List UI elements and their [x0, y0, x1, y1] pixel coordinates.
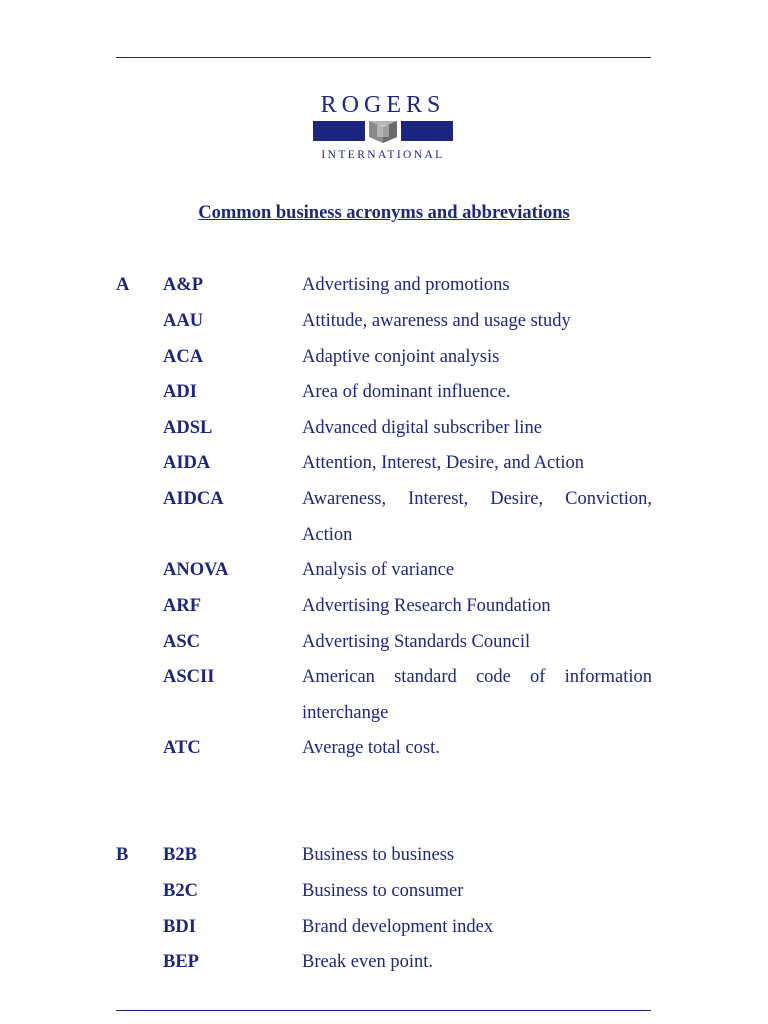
- acronym: AIDA: [163, 453, 211, 473]
- acronym: A&P: [163, 275, 204, 295]
- definition: Advertising and promotions: [302, 275, 510, 295]
- definition: Advanced digital subscriber line: [302, 418, 542, 438]
- definition: Average total cost.: [302, 738, 440, 758]
- list-item: [0, 445, 768, 481]
- section-letter: A: [116, 275, 130, 295]
- page-title: Common business acronyms and abbreviations: [198, 203, 570, 223]
- acronym: BDI: [163, 917, 196, 937]
- definition: Brand development index: [302, 917, 494, 937]
- definition: Advertising Standards Council: [302, 632, 531, 652]
- list-item: [0, 624, 768, 660]
- logo-emblem-icon: [313, 121, 453, 143]
- section-letter: B: [116, 845, 129, 865]
- list-item: [0, 730, 768, 766]
- definition: Attitude, awareness and usage study: [302, 311, 571, 331]
- definition: Area of dominant influence.: [302, 382, 511, 402]
- acronym: ATC: [163, 738, 201, 758]
- definition: Advertising Research Foundation: [302, 596, 551, 616]
- top-rule: [116, 57, 651, 58]
- definition: Break even point.: [302, 952, 433, 972]
- list-item: [0, 837, 768, 873]
- definition: Analysis of variance: [302, 560, 455, 580]
- definition: Adaptive conjoint analysis: [302, 347, 500, 367]
- logo-name: ROGERS: [320, 92, 446, 118]
- list-item: [0, 552, 768, 588]
- acronym: ADI: [163, 382, 197, 402]
- list-item: [0, 588, 768, 624]
- acronym: B2B: [163, 845, 197, 865]
- list-item: [0, 659, 768, 723]
- acronym: ARF: [163, 596, 202, 616]
- list-item: [0, 481, 768, 545]
- acronym: ACA: [163, 347, 204, 367]
- definition: Business to consumer: [302, 881, 464, 901]
- rogers-international-logo: [312, 91, 454, 163]
- list-item: [0, 374, 768, 410]
- list-item: [0, 944, 768, 980]
- acronym: AAU: [163, 311, 204, 331]
- list-item: [0, 410, 768, 446]
- definition: Awareness, Interest, Desire, Conviction,: [302, 489, 652, 509]
- list-item: [0, 339, 768, 375]
- acronym: ASCII: [163, 667, 215, 687]
- logo-subtitle: INTERNATIONAL: [321, 149, 445, 161]
- definition-continued: interchange: [302, 703, 389, 723]
- definition: Attention, Interest, Desire, and Action: [302, 453, 585, 473]
- acronym: ANOVA: [163, 560, 229, 580]
- list-item: [0, 909, 768, 945]
- acronym: BEP: [163, 952, 199, 972]
- acronym: AIDCA: [163, 489, 224, 509]
- list-item: [0, 873, 768, 909]
- acronym: B2C: [163, 881, 198, 901]
- acronym: ASC: [163, 632, 201, 652]
- bottom-rule: [116, 1010, 651, 1011]
- list-item: [0, 267, 768, 303]
- definition: American standard code of information: [302, 667, 652, 687]
- acronym: ADSL: [163, 418, 213, 438]
- definition-continued: Action: [302, 525, 353, 545]
- list-item: [0, 303, 768, 339]
- definition: Business to business: [302, 845, 455, 865]
